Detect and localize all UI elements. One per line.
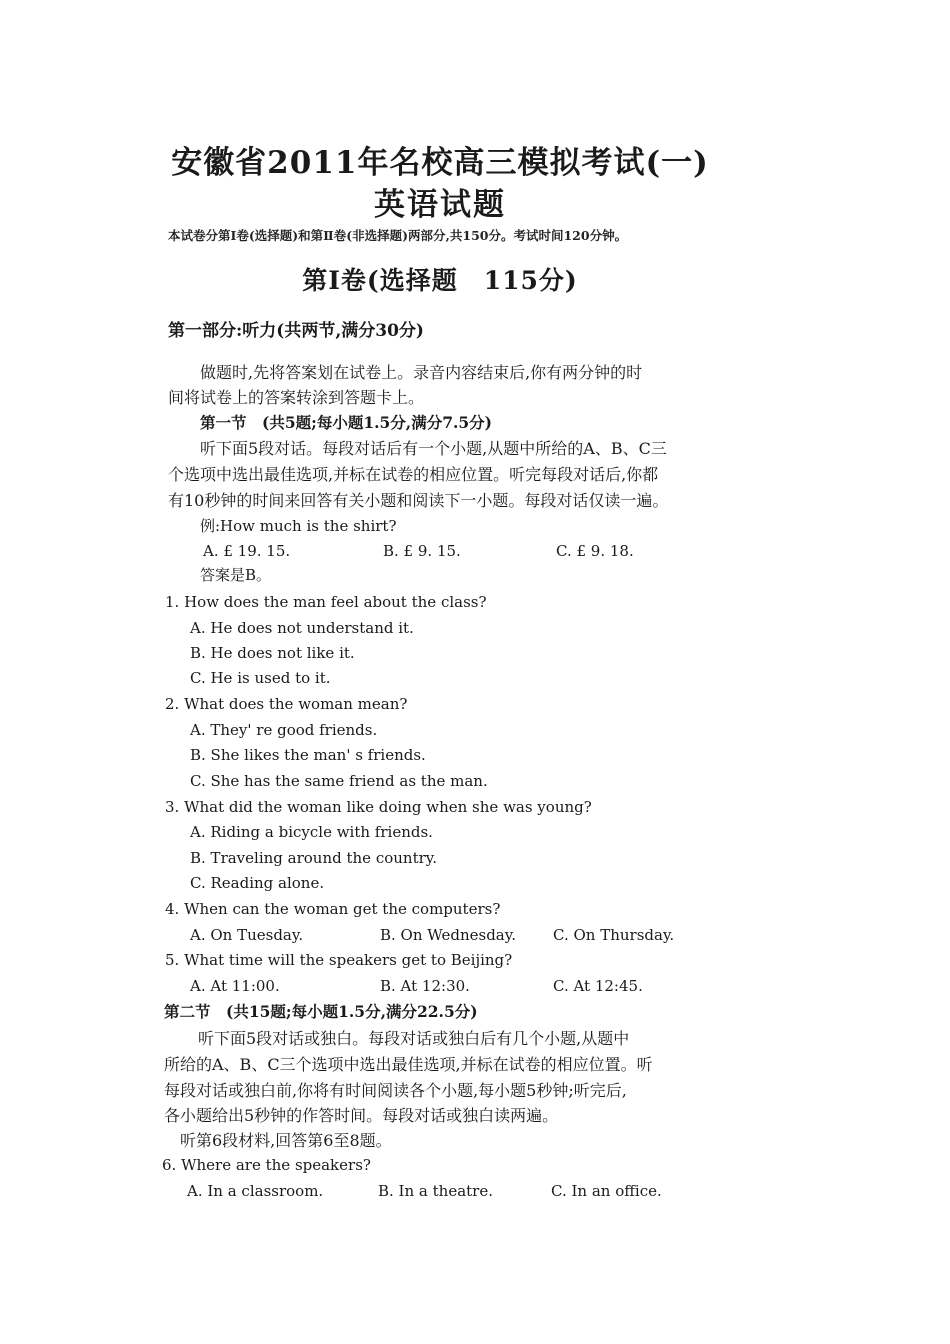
- instruction-line: 间将试卷上的答案转涂到答题卡上。: [168, 388, 425, 407]
- q4-option-b: B. On Wednesday.: [380, 926, 516, 944]
- exam-subtitle: 英语试题: [374, 187, 506, 223]
- q6-option-c: C. In an office.: [551, 1182, 662, 1200]
- q4-option-c: C. On Thursday.: [553, 926, 675, 944]
- q5-option-b: B. At 12:30.: [380, 977, 470, 995]
- q3-option-a: A. Riding a bicycle with friends.: [190, 823, 433, 841]
- section2-instruction-line: 每段对话或独白前,你将有时间阅读各个小题,每小题5秒钟;听完后,: [164, 1081, 627, 1100]
- question-4: 4. When can the woman get the computers?: [165, 900, 501, 918]
- q5-option-a: A. At 11:00.: [190, 977, 280, 995]
- section1-instruction-line: 个选项中选出最佳选项,并标在试卷的相应位置。听完每段对话后,你都: [168, 465, 659, 484]
- part-heading: 第一部分:听力(共两节,满分30分): [168, 321, 424, 341]
- q1-option-b: B. He does not like it.: [190, 644, 355, 662]
- exam-intro: 本试卷分第Ⅰ卷(选择题)和第Ⅱ卷(非选择题)两部分,共150分。考试时间120分钟。: [168, 228, 628, 243]
- volume-title: 第Ⅰ卷(选择题 115分): [302, 266, 578, 295]
- example-answer: 答案是B。: [200, 566, 272, 584]
- question-3: 3. What did the woman like doing when she was young?: [165, 798, 592, 816]
- example-option-c: C. £ 9. 18.: [556, 542, 634, 560]
- example-option-b: B. £ 9. 15.: [383, 542, 461, 560]
- q2-option-b: B. She likes the man' s friends.: [190, 746, 426, 764]
- section1-heading: 第一节 (共5题;每小题1.5分,满分7.5分): [200, 413, 493, 432]
- question-1: 1. How does the man feel about the class?: [165, 593, 487, 611]
- q4-option-a: A. On Tuesday.: [190, 926, 304, 944]
- section1-instruction-line: 有10秒钟的时间来回答有关小题和阅读下一小题。每段对话仅读一遍。: [168, 491, 669, 510]
- question-2: 2. What does the woman mean?: [165, 695, 408, 713]
- section2-instruction-line: 所给的A、B、C三个选项中选出最佳选项,并标在试卷的相应位置。听: [164, 1055, 653, 1074]
- q2-option-c: C. She has the same friend as the man.: [190, 772, 488, 790]
- question-6: 6. Where are the speakers?: [162, 1156, 371, 1174]
- q1-option-a: A. He does not understand it.: [190, 619, 414, 637]
- q2-option-a: A. They' re good friends.: [190, 721, 378, 739]
- section2-instruction-line: 听下面5段对话或独白。每段对话或独白后有几个小题,从题中: [198, 1029, 630, 1048]
- instruction-line: 做题时,先将答案划在试卷上。录音内容结束后,你有两分钟的时: [200, 363, 643, 382]
- q1-option-c: C. He is used to it.: [190, 669, 331, 687]
- exam-title: 安徽省2011年名校高三模拟考试(一): [171, 145, 709, 181]
- q6-option-b: B. In a theatre.: [378, 1182, 493, 1200]
- section2-heading: 第二节 (共15题;每小题1.5分,满分22.5分): [164, 1002, 478, 1021]
- q3-option-b: B. Traveling around the country.: [190, 849, 438, 867]
- section2-instruction-line: 各小题给出5秒钟的作答时间。每段对话或独白读两遍。: [164, 1106, 559, 1125]
- q6-option-a: A. In a classroom.: [187, 1182, 324, 1200]
- example-question: 例:How much is the shirt?: [200, 517, 397, 535]
- q5-option-c: C. At 12:45.: [553, 977, 643, 995]
- material-note: 听第6段材料,回答第6至8题。: [180, 1131, 392, 1150]
- example-option-a: A. £ 19. 15.: [203, 542, 291, 560]
- q3-option-c: C. Reading alone.: [190, 874, 325, 892]
- question-5: 5. What time will the speakers get to Beijing?: [165, 951, 513, 969]
- section1-instruction-line: 听下面5段对话。每段对话后有一个小题,从题中所给的A、B、C三: [200, 439, 667, 458]
